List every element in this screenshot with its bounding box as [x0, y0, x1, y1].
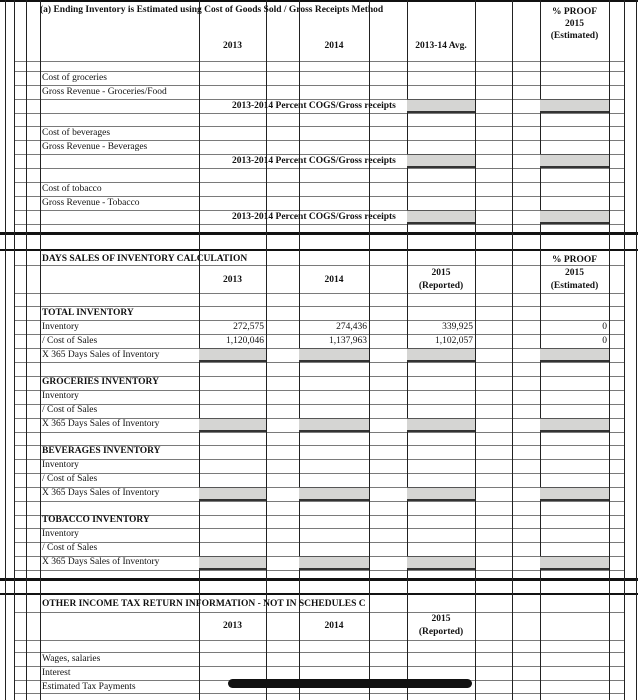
total-cost-label: / Cost of Sales	[42, 336, 98, 346]
grid-line	[14, 501, 624, 502]
proof-header-line2: 2015	[565, 19, 584, 29]
tobacco-inventory-label: Inventory	[42, 529, 79, 539]
dsi-cell-total-2014	[299, 348, 369, 362]
grid-line	[14, 71, 624, 72]
grid-line	[14, 542, 624, 543]
proof-header-line3: (Estimated)	[550, 31, 599, 41]
groceries-days-label: X 365 Days Sales of Inventory	[42, 419, 160, 429]
grid-line	[14, 210, 624, 211]
section-divider	[0, 232, 638, 235]
header-2013-14-avg: 2013-14 Avg.	[415, 41, 467, 51]
beverages-inventory-label: Inventory	[42, 460, 79, 470]
dsi-proof-line1: % PROOF	[551, 255, 598, 265]
percent-groceries-label: 2013-2014 Percent COGS/Gross receipts	[232, 101, 396, 111]
total-cost-2014: 1,137,963	[329, 336, 367, 346]
column-line	[636, 0, 637, 700]
grid-line	[14, 612, 624, 613]
other-header-2013: 2013	[223, 621, 242, 631]
groceries-cost-label: / Cost of Sales	[42, 405, 98, 415]
percent-cell-beverages	[407, 154, 475, 168]
dsi-header-reported: (Reported)	[418, 281, 464, 291]
grid-line	[14, 168, 624, 169]
grid-line	[14, 334, 624, 335]
grid-line	[14, 182, 624, 183]
cost-beverages-label: Cost of beverages	[42, 128, 111, 138]
interest-label: Interest	[42, 668, 71, 678]
grid-line	[14, 570, 624, 571]
column-line	[609, 0, 610, 700]
dsi-cell-groceries-2015	[407, 418, 475, 432]
dsi-header-2015: 2015	[431, 268, 451, 278]
section-divider	[0, 578, 638, 581]
dsi-cell-beverages-proof	[540, 487, 609, 501]
grid-line	[14, 362, 624, 363]
grid-line	[14, 113, 624, 114]
grid-line	[14, 320, 624, 321]
header-2013: 2013	[223, 41, 242, 51]
dsi-proof-line3: (Estimated)	[550, 281, 599, 291]
cost-groceries-label: Cost of groceries	[42, 73, 107, 83]
grid-line	[14, 666, 624, 667]
sheet-top-border	[0, 0, 638, 2]
column-line	[512, 0, 513, 700]
grid-line	[14, 404, 624, 405]
grid-line	[14, 306, 624, 307]
dsi-cell-beverages-2015	[407, 487, 475, 501]
dsi-section-title: DAYS SALES OF INVENTORY CALCULATION	[42, 254, 248, 264]
other-header-2015: 2015	[431, 614, 451, 624]
dsi-cell-groceries-2014	[299, 418, 369, 432]
grid-line	[14, 265, 624, 266]
grid-line	[14, 473, 624, 474]
total-inventory-title: TOTAL INVENTORY	[42, 308, 134, 318]
cost-tobacco-label: Cost of tobacco	[42, 184, 102, 194]
dsi-cell-tobacco-2015	[407, 556, 475, 570]
percent-cell-groceries	[407, 99, 475, 113]
grid-line	[14, 432, 624, 433]
dsi-cell-tobacco-proof	[540, 556, 609, 570]
groceries-inventory-title: GROCERIES INVENTORY	[42, 377, 159, 387]
header-2014: 2014	[324, 41, 344, 51]
grid-line	[14, 390, 624, 391]
revenue-beverages-label: Gross Revenue - Beverages	[42, 142, 148, 152]
beverages-days-label: X 365 Days Sales of Inventory	[42, 488, 160, 498]
total-cost-proof: 0	[602, 336, 607, 346]
grid-line	[14, 224, 624, 225]
column-line	[5, 0, 6, 700]
tobacco-inventory-title: TOBACCO INVENTORY	[42, 515, 150, 525]
dsi-cell-total-2013	[199, 348, 266, 362]
proof-cell-groceries	[540, 99, 609, 113]
grid-line	[14, 99, 624, 100]
home-indicator[interactable]	[228, 679, 472, 688]
revenue-groceries-label: Gross Revenue - Groceries/Food	[42, 87, 167, 97]
grid-line	[14, 61, 624, 62]
groceries-inventory-label: Inventory	[42, 391, 79, 401]
total-cost-2013: 1,120,046	[226, 336, 264, 346]
percent-beverages-label: 2013-2014 Percent COGS/Gross receipts	[232, 156, 396, 166]
grid-line	[14, 126, 624, 127]
section-a-title: (a) Ending Inventory is Estimated using Cost of Goods Sold / Gross Receipts Method	[40, 5, 384, 15]
total-inventory-2014: 274,436	[336, 322, 367, 332]
other-section-title: OTHER INCOME TAX RETURN INFORMATION - NOT IN SCHEDULES C	[42, 599, 366, 609]
dsi-cell-groceries-proof	[540, 418, 609, 432]
total-inventory-proof: 0	[602, 322, 607, 332]
total-days-label: X 365 Days Sales of Inventory	[42, 350, 160, 360]
grid-line	[14, 528, 624, 529]
grid-line	[14, 459, 624, 460]
dsi-header-2013: 2013	[223, 275, 242, 285]
dsi-cell-groceries-2013	[199, 418, 266, 432]
revenue-tobacco-label: Gross Revenue - Tobacco	[42, 198, 140, 208]
column-line	[14, 0, 15, 700]
dsi-cell-tobacco-2014	[299, 556, 369, 570]
total-inventory-label: Inventory	[42, 322, 79, 332]
other-header-reported: (Reported)	[418, 627, 464, 637]
grid-line	[14, 196, 624, 197]
dsi-cell-beverages-2014	[299, 487, 369, 501]
proof-header-line1: % PROOF	[551, 7, 598, 17]
dsi-cell-total-proof	[540, 348, 609, 362]
total-inventory-2015: 339,925	[442, 322, 473, 332]
other-header-2014: 2014	[324, 621, 344, 631]
tobacco-days-label: X 365 Days Sales of Inventory	[42, 557, 160, 567]
dsi-cell-total-2015	[407, 348, 475, 362]
wages-salaries-label: Wages, salaries	[42, 654, 101, 664]
total-inventory-2013: 272,575	[233, 322, 264, 332]
column-line	[624, 0, 625, 700]
column-line	[475, 0, 476, 700]
dsi-cell-beverages-2013	[199, 487, 266, 501]
beverages-inventory-title: BEVERAGES INVENTORY	[42, 446, 161, 456]
percent-cell-tobacco	[407, 210, 475, 224]
dsi-cell-tobacco-2013	[199, 556, 266, 570]
grid-line	[14, 293, 624, 294]
grid-line	[14, 154, 624, 155]
estimated-tax-payments-label: Estimated Tax Payments	[42, 682, 136, 692]
dsi-header-2014: 2014	[324, 275, 344, 285]
grid-line	[14, 85, 624, 86]
dsi-proof-line2: 2015	[565, 268, 584, 278]
grid-line	[14, 140, 624, 141]
proof-cell-tobacco	[540, 210, 609, 224]
grid-line	[14, 652, 624, 653]
tobacco-cost-label: / Cost of Sales	[42, 543, 98, 553]
beverages-cost-label: / Cost of Sales	[42, 474, 98, 484]
grid-line	[14, 693, 624, 694]
column-line	[26, 0, 27, 700]
grid-line	[14, 640, 624, 641]
total-cost-2015: 1,102,057	[435, 336, 473, 346]
percent-tobacco-label: 2013-2014 Percent COGS/Gross receipts	[232, 212, 396, 222]
proof-cell-beverages	[540, 154, 609, 168]
section-divider	[0, 593, 638, 595]
section-divider	[0, 249, 638, 251]
column-line	[40, 0, 41, 700]
